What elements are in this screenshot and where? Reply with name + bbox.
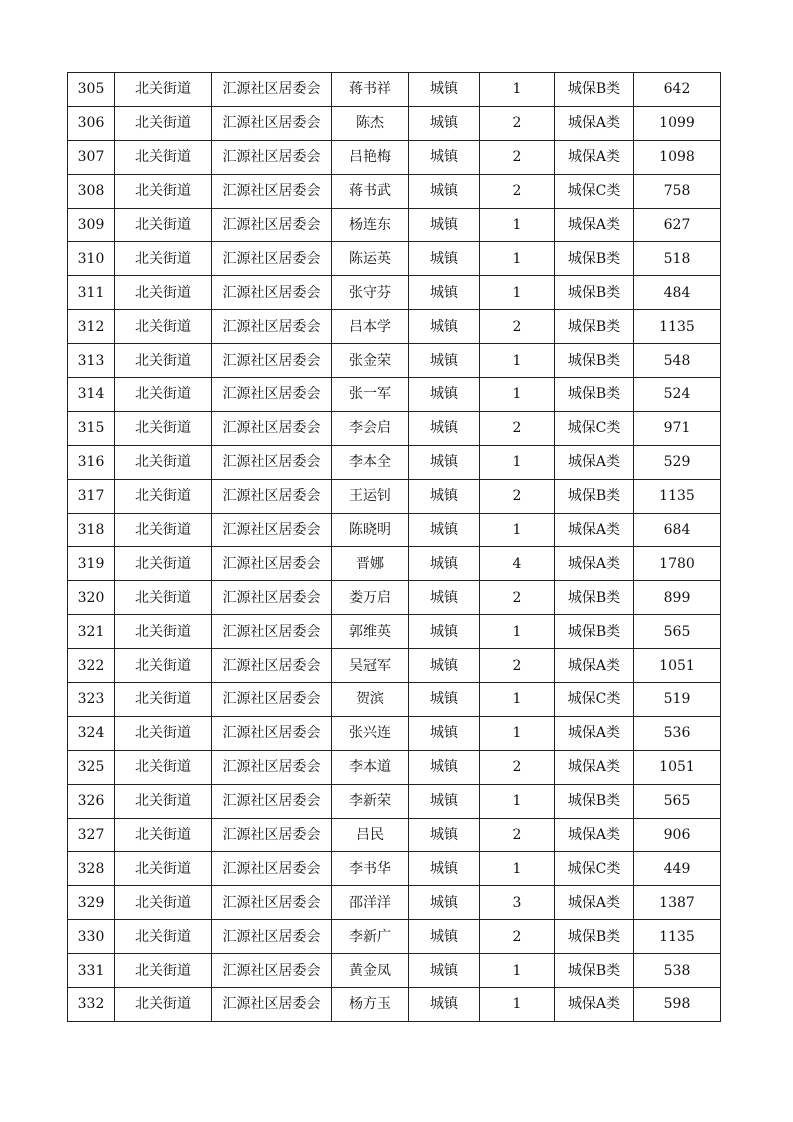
committee-cell: 汇源社区居委会 <box>212 310 332 344</box>
committee-cell: 汇源社区居委会 <box>212 920 332 954</box>
street-cell: 北关街道 <box>115 683 212 717</box>
amount-cell: 627 <box>634 208 721 242</box>
table-row <box>68 479 721 513</box>
street-cell: 北关街道 <box>115 750 212 784</box>
amount-cell: 1098 <box>634 140 721 174</box>
table-row <box>68 208 721 242</box>
committee-cell: 汇源社区居委会 <box>212 886 332 920</box>
street-cell: 北关街道 <box>115 344 212 378</box>
amount-cell: 1780 <box>634 547 721 581</box>
name-cell: 黄金凤 <box>332 954 409 988</box>
area-type-cell: 城镇 <box>409 140 480 174</box>
committee-cell: 汇源社区居委会 <box>212 73 332 107</box>
amount-cell: 899 <box>634 581 721 615</box>
row-number-cell: 331 <box>68 954 115 988</box>
name-cell: 吕本学 <box>332 310 409 344</box>
name-cell: 陈晓明 <box>332 513 409 547</box>
committee-cell: 汇源社区居委会 <box>212 140 332 174</box>
street-cell: 北关街道 <box>115 547 212 581</box>
amount-cell: 548 <box>634 344 721 378</box>
table-row <box>68 513 721 547</box>
name-cell: 李会启 <box>332 411 409 445</box>
committee-cell: 汇源社区居委会 <box>212 716 332 750</box>
table-row <box>68 649 721 683</box>
amount-cell: 538 <box>634 954 721 988</box>
amount-cell: 684 <box>634 513 721 547</box>
category-cell: 城保A类 <box>555 106 634 140</box>
category-cell: 城保C类 <box>555 174 634 208</box>
area-type-cell: 城镇 <box>409 852 480 886</box>
area-type-cell: 城镇 <box>409 581 480 615</box>
amount-cell: 758 <box>634 174 721 208</box>
table-row <box>68 886 721 920</box>
category-cell: 城保C类 <box>555 852 634 886</box>
name-cell: 李新荣 <box>332 784 409 818</box>
row-number-cell: 322 <box>68 649 115 683</box>
category-cell: 城保B类 <box>555 310 634 344</box>
amount-cell: 1135 <box>634 310 721 344</box>
name-cell: 娄万启 <box>332 581 409 615</box>
row-number-cell: 318 <box>68 513 115 547</box>
table-body <box>68 73 721 1022</box>
area-type-cell: 城镇 <box>409 547 480 581</box>
committee-cell: 汇源社区居委会 <box>212 208 332 242</box>
household-count-cell: 4 <box>480 547 555 581</box>
household-count-cell: 1 <box>480 378 555 412</box>
category-cell: 城保A类 <box>555 988 634 1022</box>
table-row <box>68 683 721 717</box>
household-count-cell: 2 <box>480 140 555 174</box>
household-count-cell: 2 <box>480 310 555 344</box>
category-cell: 城保A类 <box>555 445 634 479</box>
name-cell: 陈杰 <box>332 106 409 140</box>
committee-cell: 汇源社区居委会 <box>212 750 332 784</box>
street-cell: 北关街道 <box>115 615 212 649</box>
area-type-cell: 城镇 <box>409 445 480 479</box>
data-table <box>67 72 721 1022</box>
amount-cell: 565 <box>634 784 721 818</box>
amount-cell: 1387 <box>634 886 721 920</box>
household-count-cell: 2 <box>480 750 555 784</box>
amount-cell: 642 <box>634 73 721 107</box>
committee-cell: 汇源社区居委会 <box>212 378 332 412</box>
category-cell: 城保A类 <box>555 649 634 683</box>
committee-cell: 汇源社区居委会 <box>212 479 332 513</box>
area-type-cell: 城镇 <box>409 479 480 513</box>
household-count-cell: 1 <box>480 988 555 1022</box>
name-cell: 吕艳梅 <box>332 140 409 174</box>
category-cell: 城保A类 <box>555 750 634 784</box>
committee-cell: 汇源社区居委会 <box>212 615 332 649</box>
household-count-cell: 1 <box>480 445 555 479</box>
area-type-cell: 城镇 <box>409 73 480 107</box>
row-number-cell: 306 <box>68 106 115 140</box>
amount-cell: 971 <box>634 411 721 445</box>
name-cell: 张兴连 <box>332 716 409 750</box>
table-row <box>68 716 721 750</box>
street-cell: 北关街道 <box>115 716 212 750</box>
area-type-cell: 城镇 <box>409 310 480 344</box>
area-type-cell: 城镇 <box>409 716 480 750</box>
name-cell: 陈运英 <box>332 242 409 276</box>
committee-cell: 汇源社区居委会 <box>212 513 332 547</box>
area-type-cell: 城镇 <box>409 818 480 852</box>
table-row <box>68 378 721 412</box>
table-row <box>68 344 721 378</box>
name-cell: 贺滨 <box>332 683 409 717</box>
category-cell: 城保A类 <box>555 716 634 750</box>
row-number-cell: 308 <box>68 174 115 208</box>
category-cell: 城保B类 <box>555 378 634 412</box>
row-number-cell: 329 <box>68 886 115 920</box>
category-cell: 城保A类 <box>555 886 634 920</box>
area-type-cell: 城镇 <box>409 344 480 378</box>
row-number-cell: 309 <box>68 208 115 242</box>
table-row <box>68 852 721 886</box>
name-cell: 李本全 <box>332 445 409 479</box>
table-row <box>68 445 721 479</box>
name-cell: 郭维英 <box>332 615 409 649</box>
area-type-cell: 城镇 <box>409 411 480 445</box>
household-count-cell: 1 <box>480 242 555 276</box>
area-type-cell: 城镇 <box>409 920 480 954</box>
street-cell: 北关街道 <box>115 106 212 140</box>
amount-cell: 536 <box>634 716 721 750</box>
household-count-cell: 1 <box>480 954 555 988</box>
household-count-cell: 2 <box>480 106 555 140</box>
row-number-cell: 325 <box>68 750 115 784</box>
row-number-cell: 330 <box>68 920 115 954</box>
row-number-cell: 312 <box>68 310 115 344</box>
committee-cell: 汇源社区居委会 <box>212 445 332 479</box>
area-type-cell: 城镇 <box>409 649 480 683</box>
name-cell: 杨方玉 <box>332 988 409 1022</box>
row-number-cell: 313 <box>68 344 115 378</box>
name-cell: 李新广 <box>332 920 409 954</box>
street-cell: 北关街道 <box>115 310 212 344</box>
street-cell: 北关街道 <box>115 581 212 615</box>
area-type-cell: 城镇 <box>409 784 480 818</box>
street-cell: 北关街道 <box>115 649 212 683</box>
area-type-cell: 城镇 <box>409 106 480 140</box>
amount-cell: 1135 <box>634 920 721 954</box>
row-number-cell: 311 <box>68 276 115 310</box>
street-cell: 北关街道 <box>115 852 212 886</box>
area-type-cell: 城镇 <box>409 378 480 412</box>
category-cell: 城保B类 <box>555 73 634 107</box>
street-cell: 北关街道 <box>115 784 212 818</box>
area-type-cell: 城镇 <box>409 886 480 920</box>
category-cell: 城保B类 <box>555 920 634 954</box>
table-row <box>68 174 721 208</box>
row-number-cell: 324 <box>68 716 115 750</box>
amount-cell: 519 <box>634 683 721 717</box>
category-cell: 城保B类 <box>555 615 634 649</box>
household-count-cell: 1 <box>480 276 555 310</box>
household-count-cell: 2 <box>480 479 555 513</box>
amount-cell: 449 <box>634 852 721 886</box>
name-cell: 王运钊 <box>332 479 409 513</box>
table-row <box>68 954 721 988</box>
amount-cell: 518 <box>634 242 721 276</box>
street-cell: 北关街道 <box>115 988 212 1022</box>
household-count-cell: 1 <box>480 615 555 649</box>
committee-cell: 汇源社区居委会 <box>212 988 332 1022</box>
street-cell: 北关街道 <box>115 479 212 513</box>
household-count-cell: 1 <box>480 716 555 750</box>
committee-cell: 汇源社区居委会 <box>212 174 332 208</box>
name-cell: 吴冠军 <box>332 649 409 683</box>
household-count-cell: 2 <box>480 920 555 954</box>
amount-cell: 906 <box>634 818 721 852</box>
household-count-cell: 3 <box>480 886 555 920</box>
amount-cell: 598 <box>634 988 721 1022</box>
household-count-cell: 1 <box>480 683 555 717</box>
category-cell: 城保B类 <box>555 242 634 276</box>
committee-cell: 汇源社区居委会 <box>212 411 332 445</box>
street-cell: 北关街道 <box>115 513 212 547</box>
committee-cell: 汇源社区居委会 <box>212 784 332 818</box>
category-cell: 城保B类 <box>555 276 634 310</box>
street-cell: 北关街道 <box>115 954 212 988</box>
row-number-cell: 316 <box>68 445 115 479</box>
household-count-cell: 2 <box>480 649 555 683</box>
amount-cell: 484 <box>634 276 721 310</box>
committee-cell: 汇源社区居委会 <box>212 344 332 378</box>
amount-cell: 565 <box>634 615 721 649</box>
name-cell: 邵洋洋 <box>332 886 409 920</box>
area-type-cell: 城镇 <box>409 954 480 988</box>
household-count-cell: 2 <box>480 581 555 615</box>
street-cell: 北关街道 <box>115 276 212 310</box>
street-cell: 北关街道 <box>115 208 212 242</box>
category-cell: 城保A类 <box>555 818 634 852</box>
amount-cell: 1099 <box>634 106 721 140</box>
area-type-cell: 城镇 <box>409 174 480 208</box>
table-row <box>68 242 721 276</box>
category-cell: 城保B类 <box>555 344 634 378</box>
table-row <box>68 988 721 1022</box>
committee-cell: 汇源社区居委会 <box>212 581 332 615</box>
category-cell: 城保B类 <box>555 479 634 513</box>
committee-cell: 汇源社区居委会 <box>212 954 332 988</box>
name-cell: 张一军 <box>332 378 409 412</box>
row-number-cell: 305 <box>68 73 115 107</box>
amount-cell: 524 <box>634 378 721 412</box>
row-number-cell: 310 <box>68 242 115 276</box>
row-number-cell: 320 <box>68 581 115 615</box>
table-row <box>68 73 721 107</box>
table-row <box>68 140 721 174</box>
row-number-cell: 328 <box>68 852 115 886</box>
row-number-cell: 321 <box>68 615 115 649</box>
table-row <box>68 615 721 649</box>
committee-cell: 汇源社区居委会 <box>212 852 332 886</box>
name-cell: 晋娜 <box>332 547 409 581</box>
amount-cell: 1135 <box>634 479 721 513</box>
name-cell: 张金荣 <box>332 344 409 378</box>
area-type-cell: 城镇 <box>409 276 480 310</box>
amount-cell: 1051 <box>634 649 721 683</box>
household-count-cell: 1 <box>480 852 555 886</box>
row-number-cell: 307 <box>68 140 115 174</box>
household-count-cell: 1 <box>480 344 555 378</box>
table-row <box>68 920 721 954</box>
area-type-cell: 城镇 <box>409 242 480 276</box>
committee-cell: 汇源社区居委会 <box>212 818 332 852</box>
committee-cell: 汇源社区居委会 <box>212 276 332 310</box>
row-number-cell: 332 <box>68 988 115 1022</box>
table-row <box>68 106 721 140</box>
area-type-cell: 城镇 <box>409 513 480 547</box>
category-cell: 城保A类 <box>555 513 634 547</box>
street-cell: 北关街道 <box>115 445 212 479</box>
household-count-cell: 2 <box>480 411 555 445</box>
amount-cell: 1051 <box>634 750 721 784</box>
table-row <box>68 750 721 784</box>
row-number-cell: 319 <box>68 547 115 581</box>
table-row <box>68 411 721 445</box>
street-cell: 北关街道 <box>115 818 212 852</box>
name-cell: 李书华 <box>332 852 409 886</box>
amount-cell: 529 <box>634 445 721 479</box>
street-cell: 北关街道 <box>115 920 212 954</box>
table-row <box>68 818 721 852</box>
name-cell: 吕民 <box>332 818 409 852</box>
category-cell: 城保B类 <box>555 954 634 988</box>
committee-cell: 汇源社区居委会 <box>212 106 332 140</box>
table-row <box>68 581 721 615</box>
category-cell: 城保A类 <box>555 140 634 174</box>
row-number-cell: 314 <box>68 378 115 412</box>
category-cell: 城保B类 <box>555 784 634 818</box>
category-cell: 城保C类 <box>555 683 634 717</box>
name-cell: 蒋书武 <box>332 174 409 208</box>
row-number-cell: 323 <box>68 683 115 717</box>
street-cell: 北关街道 <box>115 174 212 208</box>
street-cell: 北关街道 <box>115 73 212 107</box>
row-number-cell: 326 <box>68 784 115 818</box>
area-type-cell: 城镇 <box>409 750 480 784</box>
household-count-cell: 1 <box>480 73 555 107</box>
area-type-cell: 城镇 <box>409 988 480 1022</box>
row-number-cell: 315 <box>68 411 115 445</box>
household-count-cell: 2 <box>480 174 555 208</box>
household-count-cell: 1 <box>480 513 555 547</box>
category-cell: 城保A类 <box>555 547 634 581</box>
area-type-cell: 城镇 <box>409 208 480 242</box>
committee-cell: 汇源社区居委会 <box>212 242 332 276</box>
area-type-cell: 城镇 <box>409 683 480 717</box>
row-number-cell: 317 <box>68 479 115 513</box>
name-cell: 李本道 <box>332 750 409 784</box>
table-row <box>68 547 721 581</box>
table-row <box>68 784 721 818</box>
area-type-cell: 城镇 <box>409 615 480 649</box>
household-count-cell: 1 <box>480 208 555 242</box>
name-cell: 杨连东 <box>332 208 409 242</box>
household-count-cell: 1 <box>480 784 555 818</box>
row-number-cell: 327 <box>68 818 115 852</box>
category-cell: 城保C类 <box>555 411 634 445</box>
household-count-cell: 2 <box>480 818 555 852</box>
street-cell: 北关街道 <box>115 140 212 174</box>
street-cell: 北关街道 <box>115 886 212 920</box>
street-cell: 北关街道 <box>115 378 212 412</box>
category-cell: 城保A类 <box>555 208 634 242</box>
committee-cell: 汇源社区居委会 <box>212 547 332 581</box>
committee-cell: 汇源社区居委会 <box>212 649 332 683</box>
committee-cell: 汇源社区居委会 <box>212 683 332 717</box>
name-cell: 蒋书祥 <box>332 73 409 107</box>
street-cell: 北关街道 <box>115 411 212 445</box>
category-cell: 城保B类 <box>555 581 634 615</box>
name-cell: 张守芬 <box>332 276 409 310</box>
table-row <box>68 310 721 344</box>
street-cell: 北关街道 <box>115 242 212 276</box>
table-row <box>68 276 721 310</box>
